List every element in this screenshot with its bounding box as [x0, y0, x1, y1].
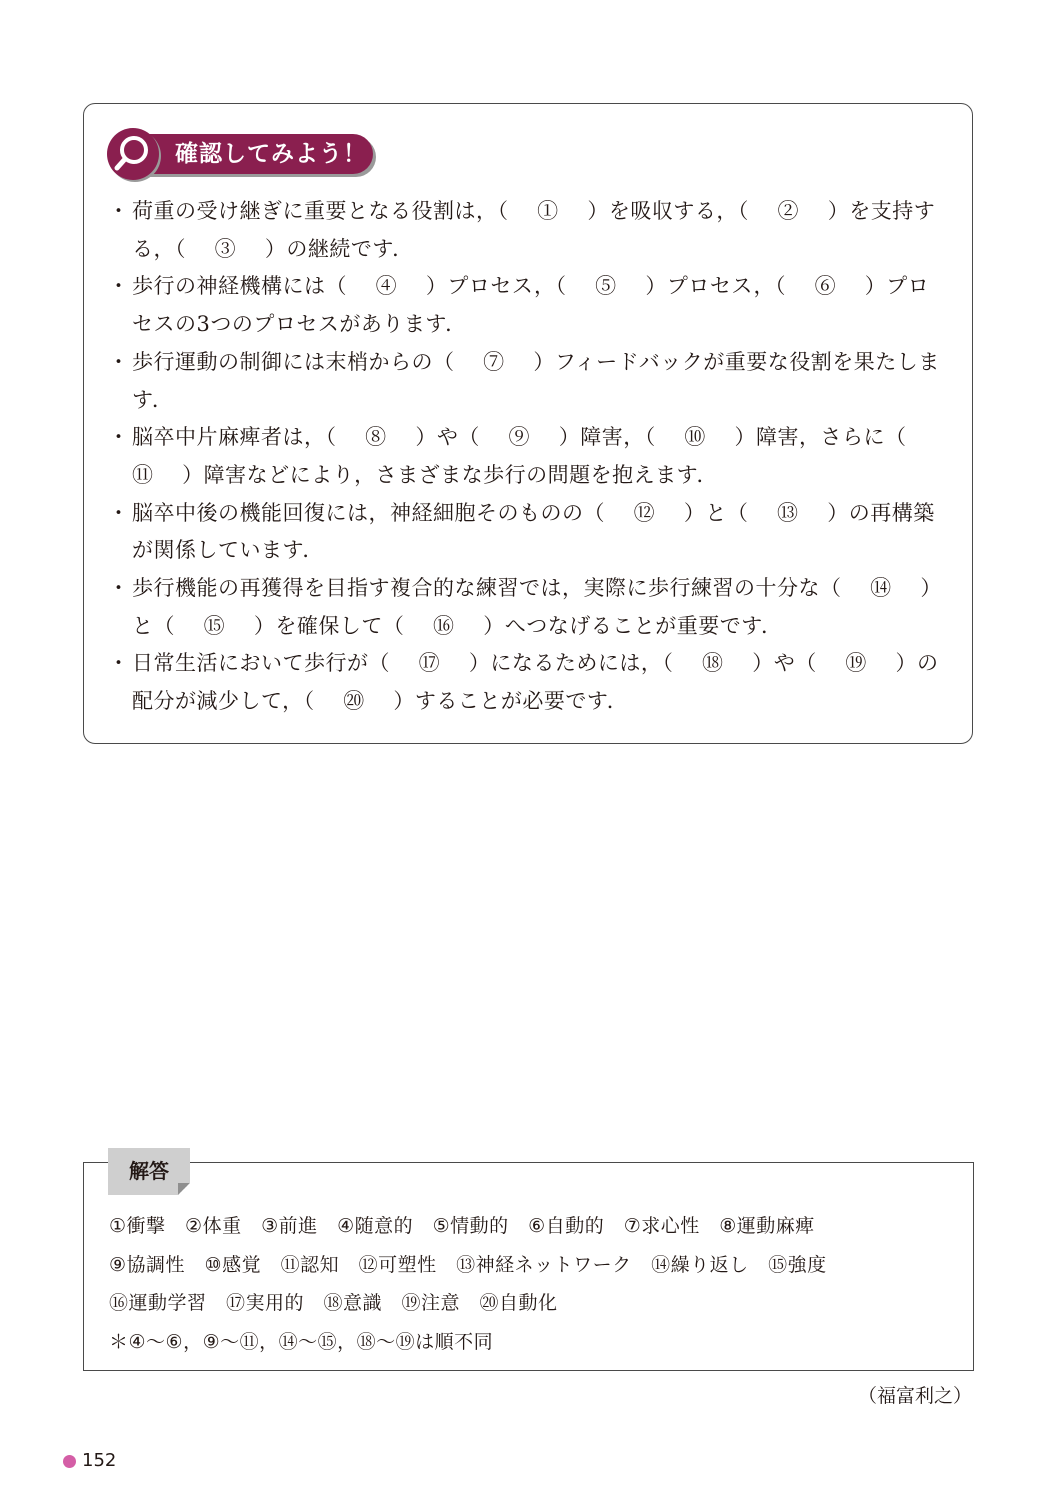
answer-line: ⑨協調性 ⑩感覚 ⑪認知 ⑫可塑性 ⑬神経ネットワーク ⑭繰り返し ⑮強度 — [109, 1253, 827, 1276]
answer-title: 解答 — [129, 1159, 169, 1183]
review-badge — [107, 128, 377, 180]
answer-line: ⑯運動学習 ⑰実用的 ⑱意識 ⑲注意 ⑳自動化 — [109, 1292, 558, 1314]
question-item: ・ 歩行の神経機構には（ ④ ）プロセス，（ ⑤ ）プロセス，（ ⑥ ）プロセスの3つのプロセスがあります． — [112, 268, 942, 343]
answer-line: ①衝撃 ②体重 ③前進 ④随意的 ⑤情動的 ⑥自動的 ⑦求心性 ⑧運動麻痺 — [109, 1215, 815, 1237]
question-item: ・ 脳卒中後の機能回復には，神経細胞そのものの（ ⑫ ）と（ ⑬ ）の再構築が関係しています． — [112, 495, 942, 570]
question-item: ・ 歩行運動の制御には末梢からの（ ⑦ ）フィードバックが重要な役割を果たします． — [112, 344, 942, 419]
answer-tab-fold — [178, 1183, 190, 1195]
review-title: 確認してみよう！ — [175, 141, 367, 167]
question-item: ・ 日常生活において歩行が（ ⑰ ）になるためには，（ ⑱ ）や（ ⑲ ）の配分が減少して，（ ⑳ ）することが必要です． — [112, 645, 942, 720]
question-item: ・ 荷重の受け継ぎに重要となる役割は，（ ① ）を吸収する，（ ② ）を支持する，（ ③ ）の継続です． — [112, 193, 942, 268]
answer-note: ＊④～⑥，⑨～⑪，⑭～⑮，⑱～⑲は順不同 — [109, 1330, 494, 1353]
question-item: ・ 歩行機能の再獲得を目指す複合的な練習では，実際に歩行練習の十分な（ ⑭ ）と（ ⑮ ）を確保して（ ⑯ ）へつなげることが重要です． — [112, 570, 942, 645]
question-item: ・ 脳卒中片麻痺者は，（ ⑧ ）や（ ⑨ ）障害，（ ⑩ ）障害，さらに（ ⑪ ）障害などにより，さまざまな歩行の問題を抱えます． — [112, 419, 942, 494]
author-credit: （福富利之） — [857, 1385, 972, 1407]
page-number: 152 — [82, 1450, 117, 1471]
question-list — [112, 193, 942, 721]
answer-list — [109, 1207, 959, 1361]
page-dot — [63, 1455, 76, 1468]
magnifier-icon — [107, 128, 159, 180]
answer-tab — [108, 1148, 190, 1195]
